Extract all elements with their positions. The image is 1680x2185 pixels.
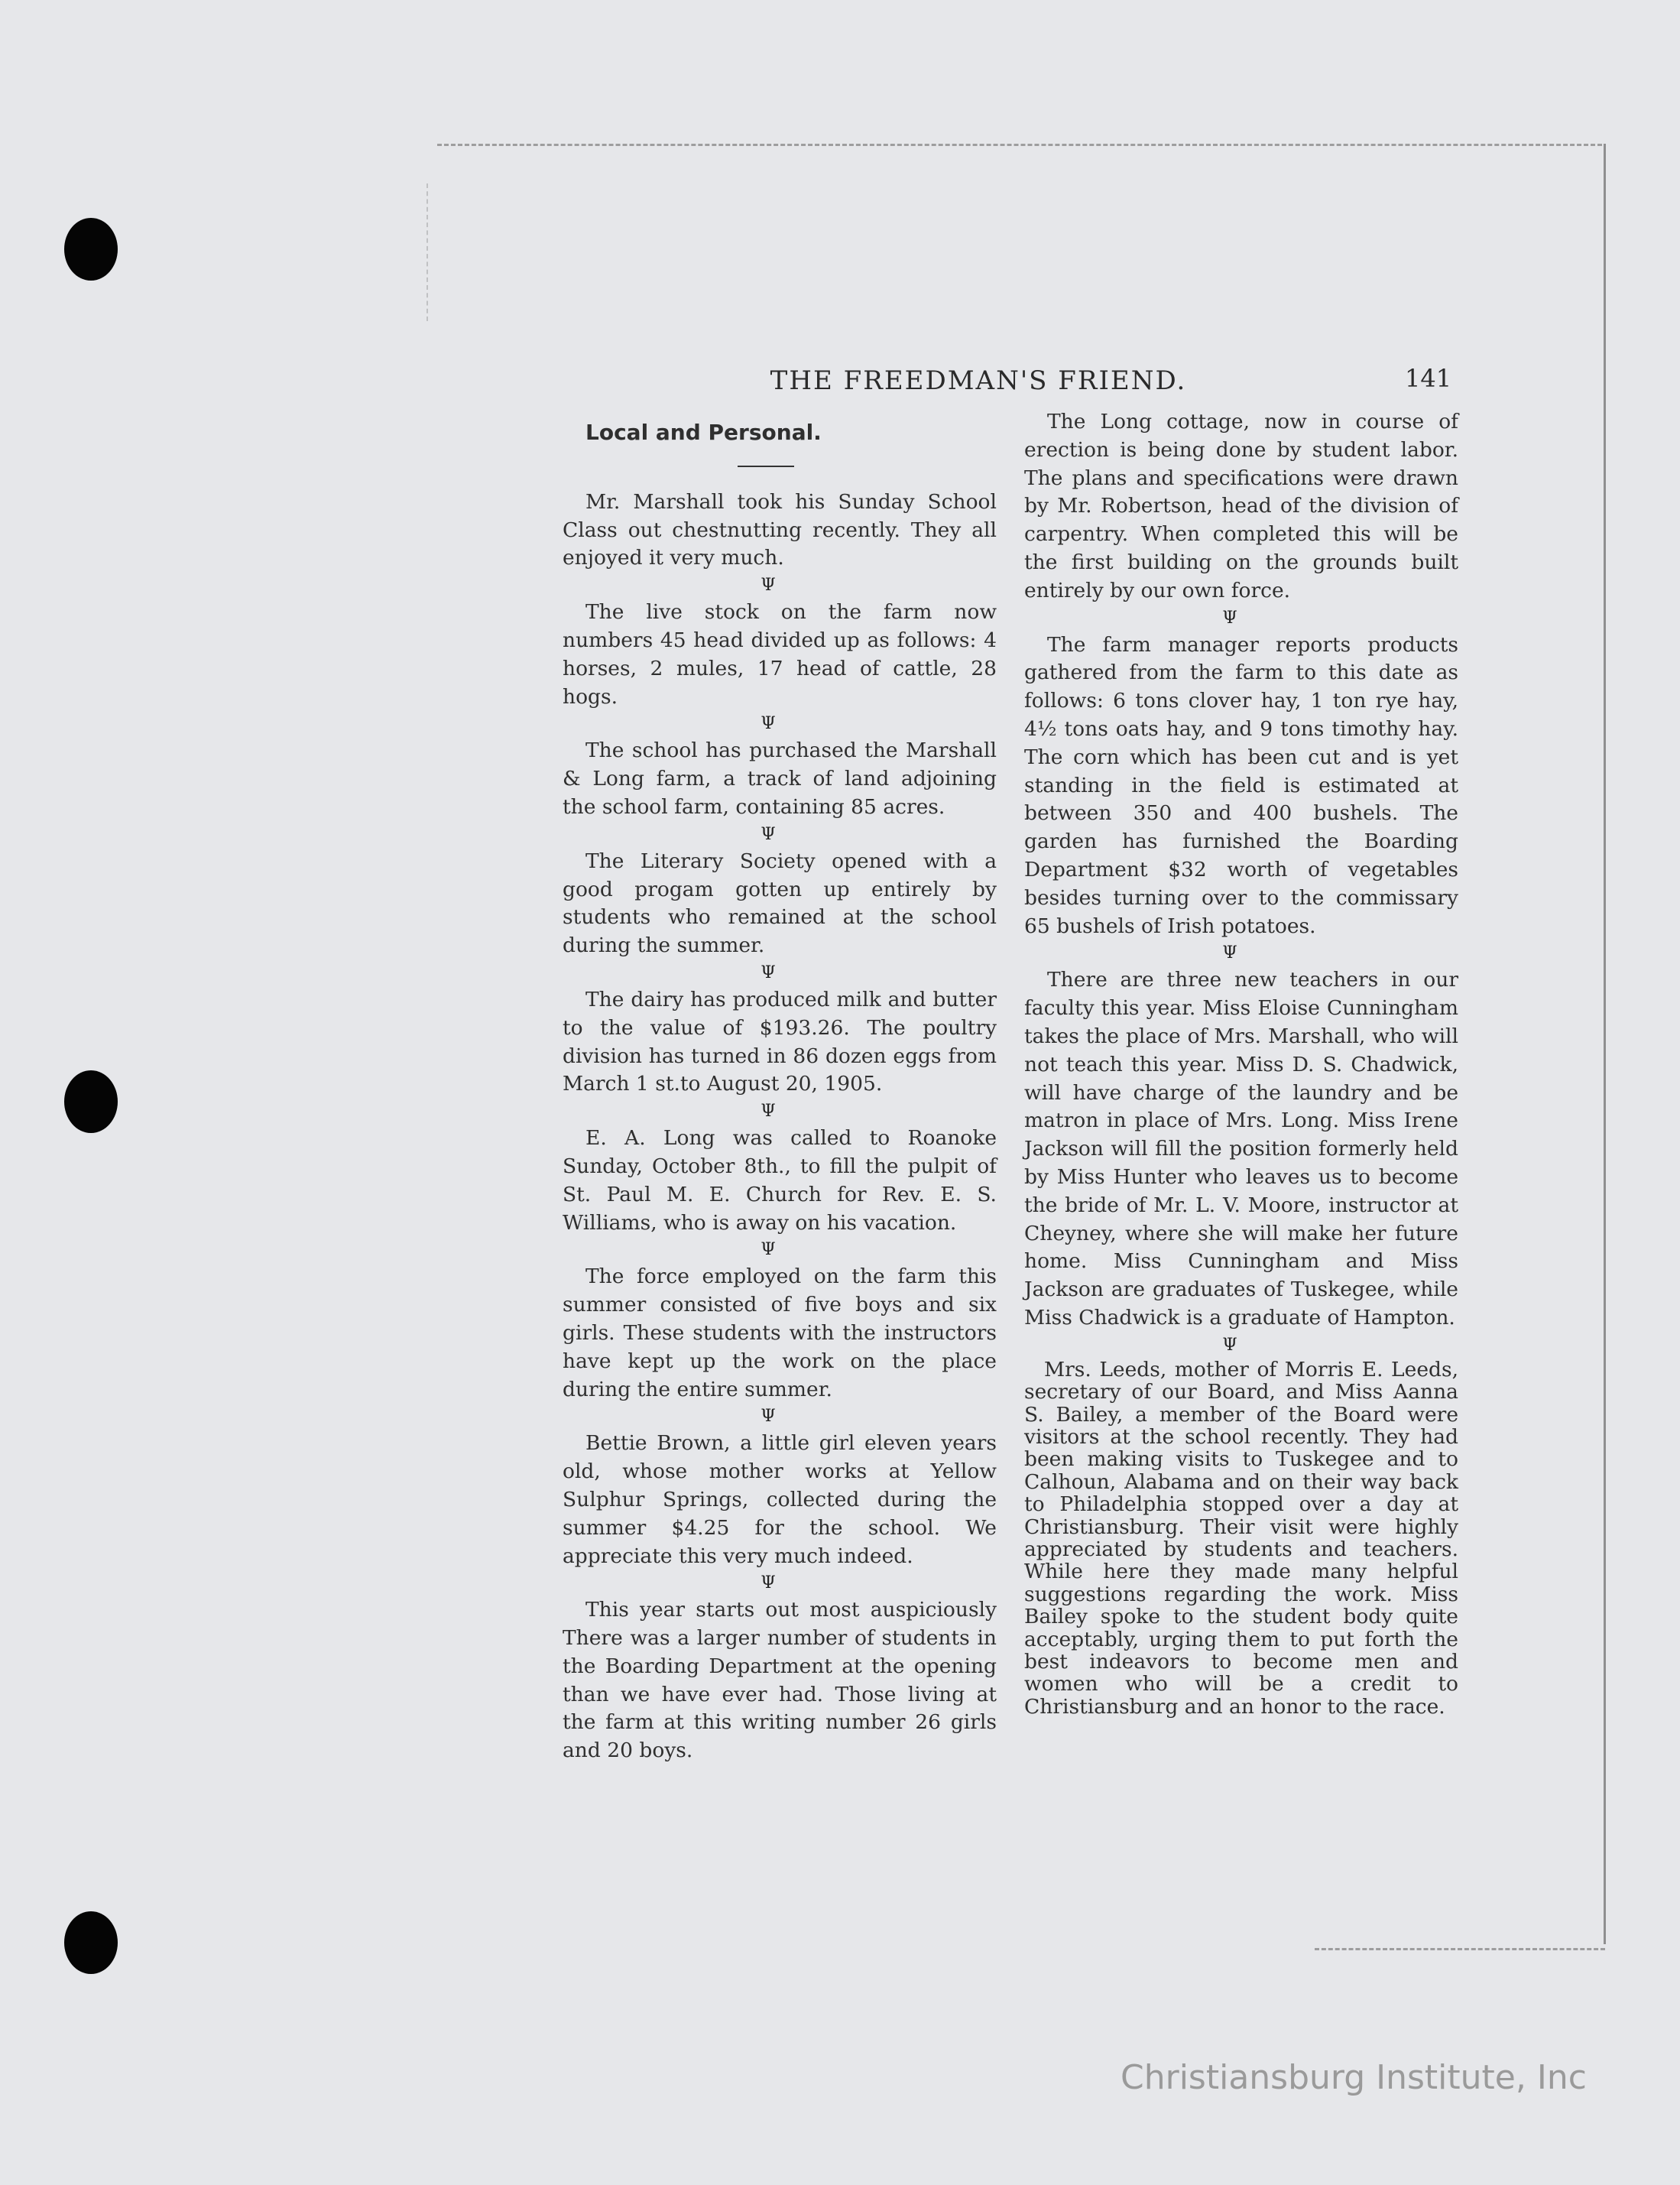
article-paragraph: E. A. Long was called to Roanoke Sunday, October 8th., to fill the pulpit of St. Paul M. E. Church for Rev. E. S. Williams, who is away on his vacation.	[563, 1126, 997, 1235]
ornament-divider-icon: Ψ	[1222, 943, 1237, 963]
page-number: 141	[1405, 364, 1452, 393]
article-paragraph: The dairy has produced milk and butter to the value of $193.26. The poultry division has turned in 86 dozen eggs from March 1 st.to August 20, 1905.	[563, 987, 997, 1096]
ornament-divider-icon: Ψ	[761, 963, 776, 982]
page-frame-right-edge	[1604, 144, 1606, 1944]
article-paragraph: Mr. Marshall took his Sunday School Class out chestnutting recently. They all enjoyed it very much.	[563, 489, 997, 570]
ornament-divider-icon: Ψ	[1222, 1335, 1237, 1355]
section-title: Local and Personal.	[585, 420, 822, 445]
binder-hole-bottom	[64, 1911, 118, 1974]
article-paragraph: The Literary Society opened with a good progam gotten up entirely by students who remained at the school during the summer.	[563, 849, 997, 958]
ornament-divider-icon: Ψ	[761, 824, 776, 844]
page-frame-top-edge	[437, 144, 1602, 146]
article-paragraph: This year starts out most auspiciously There was a larger number of students in the Boarding Department at the opening than we have ever had. Those living at the farm at this writing number 26 girls and 20 boys.	[563, 1598, 997, 1763]
ornament-divider-icon: Ψ	[761, 576, 776, 596]
binder-hole-top	[64, 218, 118, 281]
title-rule	[738, 466, 794, 467]
running-header-title: THE FREEDMAN'S FRIEND.	[770, 365, 1187, 396]
left-column	[563, 419, 997, 1765]
article-paragraph: The farm manager reports products gathered from the farm to this date as follows: 6 tons clover hay, 1 ton rye hay, 4½ tons oats hay, and 9 tons timothy hay. The corn which has been cut and is yet standing in the field is estimated at between 350 and 400 bushels. The garden has furnished the Boarding Department $32 worth of vegetables besides turning over to the commissary 65 bushels of Irish potatoes.	[1024, 632, 1458, 938]
article-paragraph: The force employed on the farm this summer consisted of five boys and six girls. These students with the instructors have kept up the work on the place during the entire summer.	[563, 1265, 997, 1401]
collection-watermark: Christiansburg Institute, Inc	[1121, 2058, 1587, 2097]
page-frame-left-edge	[426, 183, 428, 321]
binder-hole-middle	[64, 1070, 118, 1133]
ornament-divider-icon: Ψ	[761, 1573, 776, 1593]
ornament-divider-icon: Ψ	[761, 1407, 776, 1427]
ornament-divider-icon: Ψ	[1222, 608, 1237, 628]
article-paragraph: Bettie Brown, a little girl eleven years old, whose mother works at Yellow Sulphur Springs, collected during the summer $4.25 for the school. We appreciate this very much indeed.	[563, 1431, 997, 1568]
article-paragraph: There are three new teachers in our faculty this year. Miss Eloise Cunningham takes the place of Mrs. Marshall, who will not teach this year. Miss D. S. Chadwick, will have charge of the laundry and be matron in place of Mrs. Long. Miss Irene Jackson will fill the position formerly held by Miss Hunter who leaves us to become the bride of Mr. L. V. Moore, instructor at Cheyney, where she will make her future home. Miss Cunningham and Miss Jackson are graduates of Tuskegee, while Miss Chadwick is a graduate of Hampton.	[1024, 968, 1458, 1330]
article-paragraph: The live stock on the farm now numbers 45 head divided up as follows: 4 horses, 2 mules, 17 head of cattle, 28 hogs.	[563, 600, 997, 709]
page-frame-bottom-edge	[1315, 1948, 1605, 1950]
ornament-divider-icon: Ψ	[761, 714, 776, 734]
ornament-divider-icon: Ψ	[761, 1102, 776, 1122]
article-paragraph: Mrs. Leeds, mother of Morris E. Leeds, secretary of our Board, and Miss Aanna S. Bailey, a member of the Board were visitors at the school recently. They had been making visits to Tuskegee and to Calhoun, Alabama and on their way back to Philadelphia stopped over a day at Christiansburg. Their visit were highly appreciated by students and teachers. While here they made many helpful suggestions regarding the work. Miss Bailey spoke to the student body quite acceptably, urging them to put forth the best indeavors to become men and women who will be a credit to Christiansburg and an honor to the race.	[1024, 1357, 1458, 1719]
article-paragraph: The school has purchased the Marshall & Long farm, a track of land adjoining the school farm, containing 85 acres.	[563, 739, 997, 819]
right-column	[1024, 408, 1458, 1718]
ornament-divider-icon: Ψ	[761, 1240, 776, 1260]
article-paragraph: The Long cottage, now in course of erection is being done by student labor. The plans and specifications were drawn by Mr. Robertson, head of the division of carpentry. When completed this will be the first building on the grounds built entirely by our own force.	[1024, 410, 1458, 602]
